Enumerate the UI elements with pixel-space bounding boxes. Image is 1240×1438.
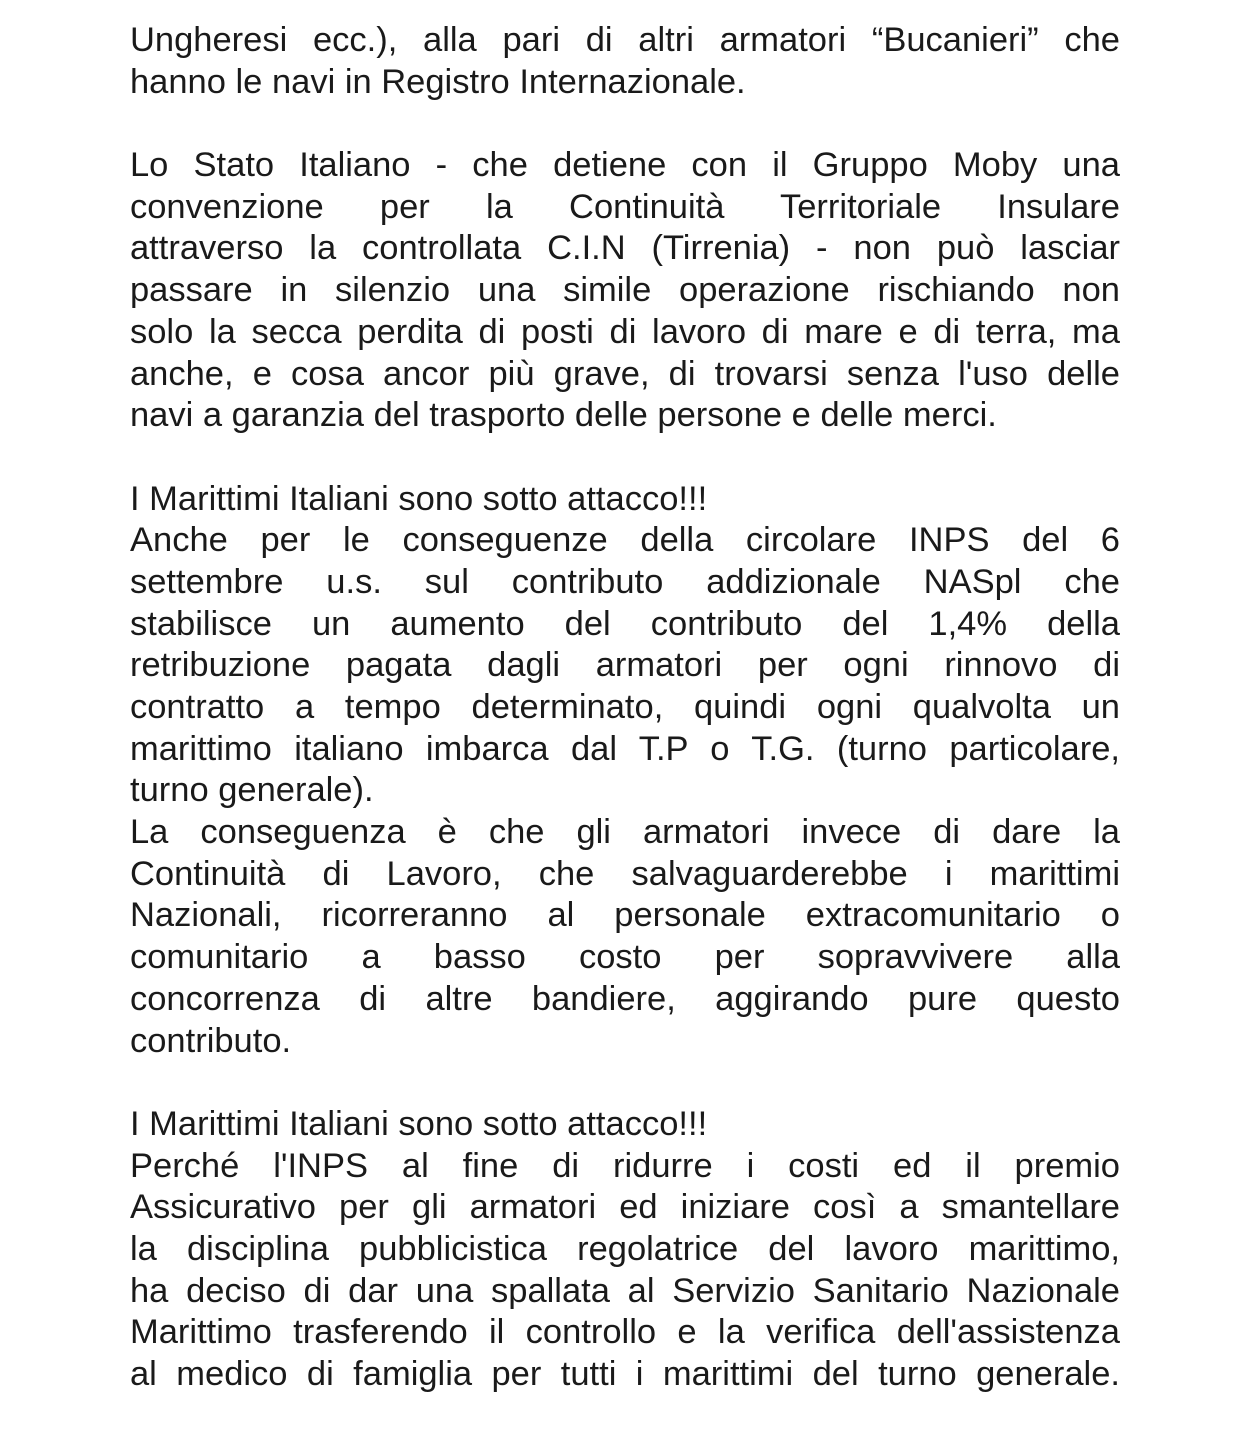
- paragraph: [130, 145, 1120, 437]
- paragraph-gap: [130, 437, 1120, 479]
- text-line: anche, e cosa ancor più grave, di trovarsi senza l'uso delle: [130, 354, 1120, 393]
- text-line: concorrenza di altre bandiere, aggirando pure questo: [130, 979, 1120, 1018]
- paragraph-gap: [130, 1062, 1120, 1104]
- text-line: turno generale).: [130, 771, 374, 810]
- text-line: I Marittimi Italiani sono sotto attacco!!!: [130, 479, 708, 518]
- text-line: I Marittimi Italiani sono sotto attacco!!!: [130, 1104, 708, 1143]
- text-line: Anche per le conseguenze della circolare INPS del 6: [130, 521, 1120, 560]
- text-line: Lo Stato Italiano - che detiene con il Gruppo Moby una: [130, 146, 1120, 185]
- text-line: Assicurativo per gli armatori ed iniziare così a smantellare: [130, 1188, 1120, 1227]
- paragraph: [130, 479, 1120, 1063]
- paragraph: [130, 20, 1120, 103]
- text-line: comunitario a basso costo per sopravvivere alla: [130, 938, 1120, 977]
- text-line: retribuzione pagata dagli armatori per ogni rinnovo di: [130, 646, 1120, 685]
- text-line: hanno le navi in Registro Internazionale.: [130, 62, 746, 101]
- text-line: Perché l'INPS al fine di ridurre i costi ed il premio: [130, 1146, 1120, 1185]
- text-line: settembre u.s. sul contributo addizionale NASpl che: [130, 562, 1120, 601]
- text-line: passare in silenzio una simile operazione rischiando non: [130, 271, 1120, 310]
- text-line: contributo.: [130, 1021, 292, 1060]
- paragraph-gap: [130, 103, 1120, 145]
- text-line: contratto a tempo determinato, quindi ogni qualvolta un: [130, 688, 1120, 726]
- text-line: navi a garanzia del trasporto delle persone e delle merci.: [130, 396, 997, 435]
- text-line: ha deciso di dar una spallata al Servizio Sanitario Nazionale: [130, 1271, 1120, 1310]
- text-line: solo la secca perdita di posti di lavoro di mare e di terra, ma: [130, 312, 1120, 351]
- text-line: marittimo italiano imbarca dal T.P o T.G. (turno particolare,: [130, 729, 1120, 768]
- text-line: attraverso la controllata C.I.N (Tirrenia) - non può lasciar: [130, 229, 1120, 268]
- document-body: [130, 20, 1120, 1396]
- text-line: al medico di famiglia per tutti i marittimi del turno generale.: [130, 1355, 1120, 1393]
- text-line: Nazionali, ricorreranno al personale extracomunitario o: [130, 896, 1120, 935]
- text-line: La conseguenza è che gli armatori invece di dare la: [130, 813, 1120, 852]
- text-line: convenzione per la Continuità Territoriale Insulare: [130, 187, 1120, 226]
- text-line: Continuità di Lavoro, che salvaguarderebbe i marittimi: [130, 854, 1120, 893]
- paragraph: [130, 1104, 1120, 1396]
- text-line: la disciplina pubblicistica regolatrice del lavoro marittimo,: [130, 1229, 1120, 1268]
- text-line: Ungheresi ecc.), alla pari di altri armatori “Bucanieri” che: [130, 21, 1120, 59]
- text-line: stabilisce un aumento del contributo del 1,4% della: [130, 604, 1120, 643]
- text-line: Marittimo trasferendo il controllo e la verifica dell'assistenza: [130, 1313, 1120, 1352]
- document-page: [130, 20, 1120, 1396]
